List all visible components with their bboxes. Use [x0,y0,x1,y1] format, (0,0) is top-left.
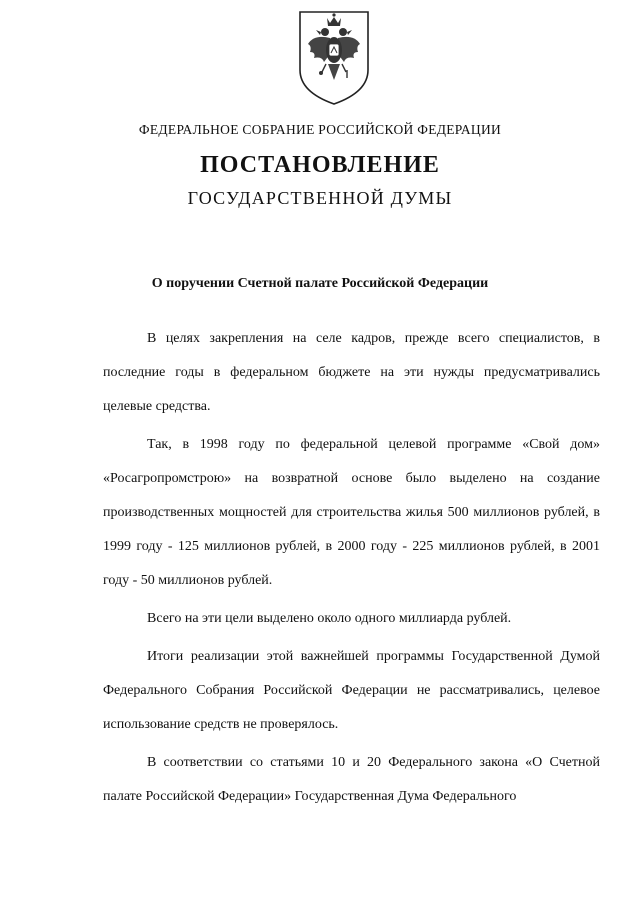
paragraph: В соответствии со статьями 10 и 20 Федерального закона «О Счетной палате Российской Федерации» Государственная Дума Федерального [103,755,600,804]
coat-of-arms-russia-icon [294,8,374,108]
document-issuer: ГОСУДАРСТВЕННОЙ ДУМЫ [187,188,453,208]
paragraph: Так, в 1998 году по федеральной целевой программе «Свой дом» «Росагропромстрою» на возвратной основе было выделено на создание производственных мощностей для строительства жилья 500 миллионов рублей, в 1999 году - 125 миллионов рублей, в 2000 году - 225 миллионов рублей, в 2001 году - 50 миллионов рублей. [103,437,600,588]
paragraph: В целях закрепления на селе кадров, прежде всего специалистов, в последние годы в федеральном бюджете на эти нужды предусматривались целевые средства. [103,331,600,414]
paragraph: Всего на эти цели выделено около одного миллиарда рублей. [147,611,512,626]
organization-name: ФЕДЕРАЛЬНОЕ СОБРАНИЕ РОССИЙСКОЙ ФЕДЕРАЦИИ [138,122,502,137]
document-subject: О поручении Счетной палате Российской Федерации [151,276,489,291]
document-type-title: ПОСТАНОВЛЕНИЕ [200,152,440,178]
document-body [103,322,600,818]
paragraph: Итоги реализации этой важнейшей программы Государственной Думой Федерального Собрания Российской Федерации не рассматривались, целевое использование средств не проверялось. [103,649,600,732]
